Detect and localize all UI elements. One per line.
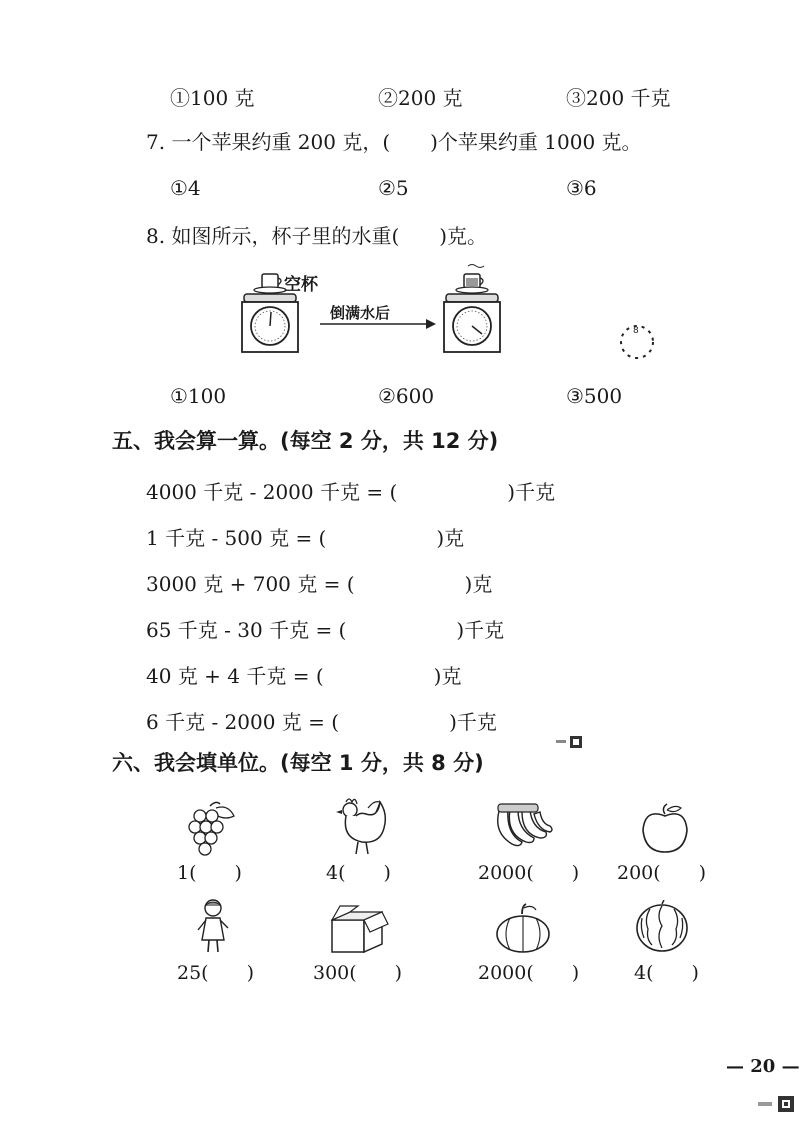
q8-option-1: ①100: [170, 384, 227, 408]
calc-line-1-left: 4000 千克 - 2000 千克 = (: [146, 480, 398, 504]
girl-icon: [196, 898, 230, 956]
calc-line-1: [146, 476, 555, 505]
scale-full-cup-figure: [438, 262, 508, 358]
unit-item-box: 300( ): [313, 962, 403, 984]
q8-option-3: ③500: [566, 384, 623, 408]
box-icon: [328, 904, 390, 954]
calc-line-2-left: 1 千克 - 500 克 = (: [146, 526, 327, 550]
clock-number: 8: [633, 326, 639, 336]
unit-item-girl: 25( ): [177, 962, 255, 984]
calc-line-2-right: )克: [436, 526, 465, 550]
arrow-label: 倒满水后: [330, 304, 391, 322]
q8-question: 8. 如图所示，杯子里的水重( )克。: [146, 224, 488, 248]
q6-option-2: ②200 克: [378, 86, 463, 110]
page-number: — 20 —: [726, 1056, 800, 1077]
calc-line-5-left: 40 克 + 4 千克 = (: [146, 664, 324, 688]
calc-line-5: [146, 660, 461, 689]
calc-line-3: [146, 568, 492, 597]
watermelon-icon: [634, 900, 690, 954]
q6-option-3: ③200 千克: [566, 86, 671, 110]
arrow-icon: [318, 318, 438, 330]
calc-line-6-right: )千克: [449, 710, 497, 734]
q7-option-3: ③6: [566, 176, 597, 200]
unit-item-pumpkin: 2000( ): [478, 962, 580, 984]
unit-item-apple: 200( ): [617, 862, 707, 884]
unit-item-bananas: 2000( ): [478, 862, 580, 884]
calc-line-4-left: 65 千克 - 30 千克 = (: [146, 618, 347, 642]
empty-cup-label: 空杯: [284, 275, 318, 295]
q7-question: 7. 一个苹果约重 200 克，( )个苹果约重 1000 克。: [146, 130, 642, 154]
calc-line-2: [146, 522, 464, 551]
qr-code-icon: [758, 1096, 796, 1114]
rooster-icon: [332, 794, 392, 858]
calc-line-5-right: )克: [433, 664, 462, 688]
unit-item-watermelon: 4( ): [634, 962, 699, 984]
unit-item-rooster: 4( ): [326, 862, 391, 884]
section5-heading: 五、我会算一算。(每空 2 分，共 12 分): [112, 429, 499, 453]
bananas-icon: [490, 802, 554, 852]
calc-line-3-right: )克: [464, 572, 493, 596]
apple-icon: [640, 802, 690, 854]
q7-option-2: ②5: [378, 176, 409, 200]
qr-code-icon: [556, 736, 586, 748]
q6-option-1: ①100 克: [170, 86, 255, 110]
section6-heading: 六、我会填单位。(每空 1 分，共 8 分): [112, 751, 484, 775]
calc-line-3-left: 3000 克 + 700 克 = (: [146, 572, 355, 596]
q8-option-2: ②600: [378, 384, 435, 408]
calc-line-6-left: 6 千克 - 2000 克 = (: [146, 710, 340, 734]
unit-item-grapes: 1( ): [177, 862, 242, 884]
calc-line-4-right: )千克: [456, 618, 505, 642]
grapes-icon: [186, 800, 240, 860]
q7-option-1: ①4: [170, 176, 201, 200]
calc-line-4: [146, 614, 504, 643]
pumpkin-icon: [494, 902, 552, 954]
calc-line-6: [146, 706, 497, 735]
calc-line-1-right: )千克: [507, 480, 556, 504]
